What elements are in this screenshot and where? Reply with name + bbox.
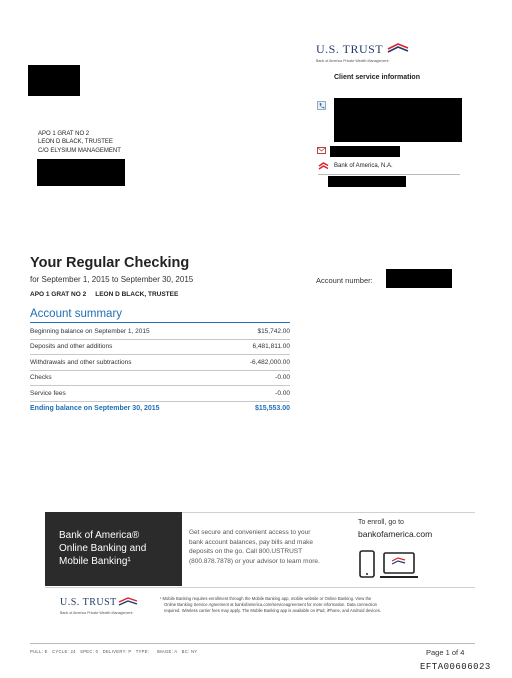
disclaimer-line: Online Banking Service Agreement at bankofamerica.com/serviceagreement for more information. Data connection (164, 602, 377, 607)
ad-title-line-1: Bank of America® (59, 530, 140, 541)
redacted-address (37, 159, 125, 186)
mail-icon (317, 146, 326, 155)
enroll-text: To enroll, go to (358, 519, 404, 526)
summary-row-deposits (30, 339, 290, 355)
ad-desc-line: Get secure and convenient access to your (189, 529, 311, 536)
summary-row-value: -0.00 (275, 390, 290, 397)
redacted-header-block (28, 65, 80, 96)
brand-name: U.S. TRUST (316, 42, 384, 56)
summary-row-service-fees (30, 386, 290, 402)
redacted-account-number (386, 269, 452, 288)
summary-row-value: -6,482,000.00 (249, 359, 290, 366)
account-number-label: Account number: (316, 276, 373, 285)
summary-row-withdrawals (30, 355, 290, 371)
summary-row-label: Beginning balance on September 1, 2015 (30, 328, 150, 335)
redacted-line (328, 176, 406, 187)
disclaimer-line: ¹ Mobile Banking requires enrollment through the Mobile Banking app, mobile website or Online Banking. View the (160, 596, 372, 601)
enroll-link[interactable]: bankofamerica.com (358, 529, 433, 539)
mobile-devices-icon (358, 547, 422, 581)
account-summary-title: Account summary (30, 308, 123, 320)
address-line-3: C/O ELYSIUM MANAGEMENT (38, 148, 121, 154)
ad-dark-panel (45, 512, 182, 586)
footer-us-trust-logo (60, 597, 150, 619)
ad-desc-line: (800.878.7878) or your advisor to learn more. (189, 557, 320, 565)
client-service-title: Client service information (334, 74, 420, 81)
document-id: EFTA00606023 (420, 662, 491, 672)
ending-balance-label: Ending balance on September 30, 2015 (30, 405, 160, 412)
footer-divider (30, 643, 475, 644)
ad-description (189, 528, 320, 566)
summary-row-ending (30, 401, 290, 416)
statement-period: for September 1, 2015 to September 30, 2015 (30, 275, 194, 284)
bank-name: Bank of America, N.A. (334, 163, 393, 169)
page-title: Your Regular Checking (30, 255, 190, 271)
summary-row-beginning (30, 324, 290, 340)
brand-subtitle: Bank of America Private Wealth Management (316, 59, 389, 63)
ad-desc-line: bank account balances, pay bills and make (189, 538, 313, 546)
summary-row-checks (30, 370, 290, 386)
redacted-mail (330, 146, 400, 157)
summary-row-value: $15,742.00 (257, 328, 290, 335)
footer-brand-subtitle: Bank of America Private Wealth Management (60, 611, 133, 615)
summary-row-value: -0.00 (275, 374, 290, 381)
summary-row-label: Withdrawals and other subtractions (30, 359, 132, 366)
disclaimer-line: required. Wireless carrier fees may apply. The Mobile Banking app is available on iPad, iPhone, and Android devices. (164, 608, 382, 613)
footer-brand-name: U.S. TRUST (60, 597, 117, 608)
ending-balance-value: $15,553.00 (254, 405, 290, 412)
summary-row-label: Deposits and other additions (30, 343, 113, 350)
flag-icon (386, 43, 410, 53)
summary-row-label: Checks (30, 374, 52, 381)
phone-icon (317, 101, 326, 110)
page-number: Page 1 of 4 (426, 648, 465, 657)
account-owners: APO 1 GRAT NO 2 LEON D BLACK, TRUSTEE (30, 291, 179, 298)
us-trust-logo (316, 42, 416, 66)
ad-title-line-2: Online Banking and (59, 543, 147, 554)
client-info-divider (318, 174, 460, 175)
summary-row-label: Service fees (30, 390, 66, 397)
mailing-codes: PULL: E CYCLE: 24 SPEC: 0 DELIVERY: P TYPE: IMAGE: A BC: NY (30, 649, 198, 654)
bank-flag-icon (318, 162, 329, 170)
summary-top-rule (30, 322, 290, 323)
ad-desc-line: deposits on the go. Call 800.USTRUST (189, 548, 303, 555)
mobile-banking-disclaimer (160, 596, 476, 614)
redacted-phone (334, 98, 462, 142)
footer-flag-icon (118, 597, 138, 606)
address-line-1: APO 1 GRAT NO 2 (38, 131, 90, 137)
summary-row-value: 6,481,811.00 (252, 343, 290, 350)
ad-title-line-3: Mobile Banking¹ (59, 556, 131, 567)
address-line-2: LEON D BLACK, TRUSTEE (38, 139, 113, 145)
